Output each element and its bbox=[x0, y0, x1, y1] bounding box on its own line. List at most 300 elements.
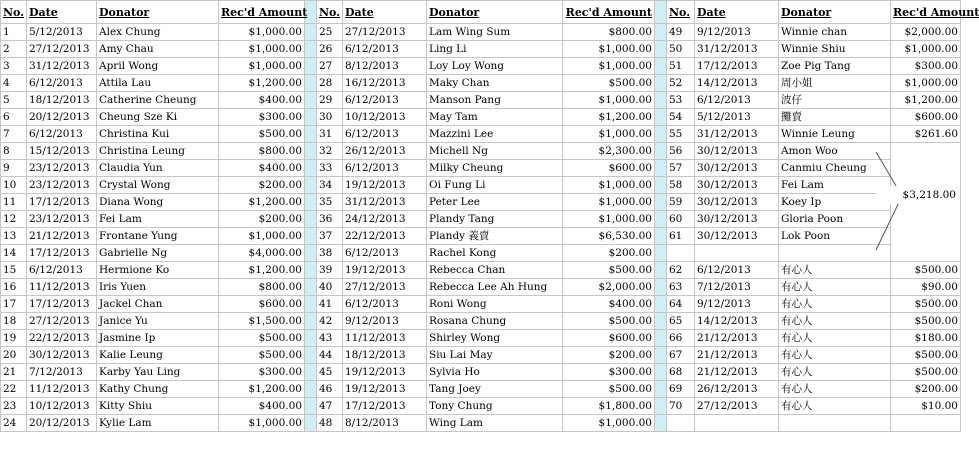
cell-date: 10/12/2013 bbox=[343, 109, 427, 126]
column-gap bbox=[655, 160, 667, 177]
column-gap bbox=[655, 75, 667, 92]
cell-date: 9/12/2013 bbox=[343, 313, 427, 330]
cell-no: 24 bbox=[1, 415, 27, 432]
cell-amount: $1,000.00 bbox=[219, 24, 305, 41]
cell-date: 19/12/2013 bbox=[343, 262, 427, 279]
cell-amount: $600.00 bbox=[563, 330, 655, 347]
cell-donator: Fei Lam bbox=[779, 177, 891, 194]
cell-no bbox=[667, 245, 695, 262]
cell-donator: Christina Kui bbox=[97, 126, 219, 143]
cell-donator: Kalie Leung bbox=[97, 347, 219, 364]
header-donator: Donator bbox=[97, 1, 219, 24]
cell-amount: $180.00 bbox=[891, 330, 961, 347]
cell-donator: 有心人 bbox=[779, 347, 891, 364]
cell-donator: Alex Chung bbox=[97, 24, 219, 41]
column-gap bbox=[655, 245, 667, 262]
column-gap bbox=[305, 296, 317, 313]
column-gap bbox=[305, 347, 317, 364]
cell-donator: Gabrielle Ng bbox=[97, 245, 219, 262]
cell-no: 25 bbox=[317, 24, 343, 41]
cell-date: 27/12/2013 bbox=[27, 41, 97, 58]
cell-date: 31/12/2013 bbox=[343, 194, 427, 211]
cell-donator: 波仔 bbox=[779, 92, 891, 109]
cell-amount: $600.00 bbox=[891, 109, 961, 126]
column-gap bbox=[305, 143, 317, 160]
cell-date: 19/12/2013 bbox=[343, 177, 427, 194]
cell-date: 27/12/2013 bbox=[27, 313, 97, 330]
column-gap bbox=[305, 262, 317, 279]
cell-donator: Wing Lam bbox=[427, 415, 563, 432]
cell-no: 13 bbox=[1, 228, 27, 245]
table-row bbox=[1, 364, 961, 381]
cell-amount: $400.00 bbox=[563, 296, 655, 313]
cell-no: 69 bbox=[667, 381, 695, 398]
cell-no: 48 bbox=[317, 415, 343, 432]
cell-donator: Shirley Wong bbox=[427, 330, 563, 347]
cell-date: 5/12/2013 bbox=[27, 24, 97, 41]
cell-donator: Plandy Tang bbox=[427, 211, 563, 228]
cell-amount: $200.00 bbox=[563, 347, 655, 364]
cell-donator: Claudia Yun bbox=[97, 160, 219, 177]
column-gap bbox=[655, 279, 667, 296]
cell-date: 24/12/2013 bbox=[343, 211, 427, 228]
cell-donator: Kitty Shiu bbox=[97, 398, 219, 415]
cell-no: 64 bbox=[667, 296, 695, 313]
cell-amount: $1,000.00 bbox=[563, 58, 655, 75]
cell-no: 7 bbox=[1, 126, 27, 143]
cell-no: 11 bbox=[1, 194, 27, 211]
column-gap bbox=[305, 126, 317, 143]
cell-amount: $500.00 bbox=[563, 381, 655, 398]
cell-date: 30/12/2013 bbox=[695, 160, 779, 177]
cell-date: 30/12/2013 bbox=[695, 194, 779, 211]
cell-no: 14 bbox=[1, 245, 27, 262]
cell-donator: Peter Lee bbox=[427, 194, 563, 211]
cell-donator: Karby Yau Ling bbox=[97, 364, 219, 381]
cell-donator: Oi Fung Li bbox=[427, 177, 563, 194]
cell-date: 22/12/2013 bbox=[343, 228, 427, 245]
cell-donator: 有心人 bbox=[779, 364, 891, 381]
cell-amount bbox=[891, 228, 961, 245]
column-gap bbox=[655, 364, 667, 381]
table-row bbox=[1, 160, 961, 177]
cell-no: 59 bbox=[667, 194, 695, 211]
column-gap bbox=[305, 415, 317, 432]
cell-amount: $800.00 bbox=[219, 279, 305, 296]
cell-donator: Fei Lam bbox=[97, 211, 219, 228]
column-gap bbox=[655, 126, 667, 143]
cell-donator: Catherine Cheung bbox=[97, 92, 219, 109]
cell-donator: Rosana Chung bbox=[427, 313, 563, 330]
cell-date: 9/12/2013 bbox=[695, 24, 779, 41]
cell-donator: 有心人 bbox=[779, 313, 891, 330]
table-row bbox=[1, 211, 961, 228]
table-row bbox=[1, 75, 961, 92]
cell-no: 49 bbox=[667, 24, 695, 41]
cell-no: 29 bbox=[317, 92, 343, 109]
cell-amount: $500.00 bbox=[219, 347, 305, 364]
cell-no: 21 bbox=[1, 364, 27, 381]
cell-date: 9/12/2013 bbox=[695, 296, 779, 313]
cell-date: 18/12/2013 bbox=[343, 347, 427, 364]
column-gap bbox=[655, 415, 667, 432]
cell-amount: $1,000.00 bbox=[891, 75, 961, 92]
cell-no: 62 bbox=[667, 262, 695, 279]
cell-amount: $600.00 bbox=[219, 296, 305, 313]
cell-no: 67 bbox=[667, 347, 695, 364]
cell-amount: $200.00 bbox=[219, 211, 305, 228]
cell-date: 30/12/2013 bbox=[695, 211, 779, 228]
cell-no: 9 bbox=[1, 160, 27, 177]
cell-donator: 有心人 bbox=[779, 330, 891, 347]
cell-donator: Maky Chan bbox=[427, 75, 563, 92]
header-row bbox=[1, 1, 961, 24]
cell-no: 46 bbox=[317, 381, 343, 398]
cell-date: 18/12/2013 bbox=[27, 92, 97, 109]
cell-date: 16/12/2013 bbox=[343, 75, 427, 92]
cell-donator bbox=[779, 415, 891, 432]
cell-amount: $1,200.00 bbox=[563, 109, 655, 126]
cell-donator: Siu Lai May bbox=[427, 347, 563, 364]
table-row bbox=[1, 24, 961, 41]
cell-donator: Rebecca Chan bbox=[427, 262, 563, 279]
cell-no: 17 bbox=[1, 296, 27, 313]
cell-no: 51 bbox=[667, 58, 695, 75]
cell-date: 27/12/2013 bbox=[343, 24, 427, 41]
cell-amount: $1,000.00 bbox=[563, 92, 655, 109]
table-row bbox=[1, 313, 961, 330]
cell-amount: $200.00 bbox=[891, 381, 961, 398]
column-gap bbox=[655, 177, 667, 194]
column-gap bbox=[305, 381, 317, 398]
cell-date: 14/12/2013 bbox=[695, 75, 779, 92]
header-donator: Donator bbox=[779, 1, 891, 24]
cell-amount: $400.00 bbox=[219, 398, 305, 415]
header-date: Date bbox=[695, 1, 779, 24]
header-date: Date bbox=[27, 1, 97, 24]
table-row bbox=[1, 41, 961, 58]
table-row bbox=[1, 415, 961, 432]
cell-date: 17/12/2013 bbox=[27, 194, 97, 211]
cell-donator: 有心人 bbox=[779, 381, 891, 398]
cell-amount: $1,000.00 bbox=[563, 177, 655, 194]
cell-donator: Koey Ip bbox=[779, 194, 891, 211]
cell-amount: $200.00 bbox=[219, 177, 305, 194]
cell-no: 4 bbox=[1, 75, 27, 92]
cell-amount: $300.00 bbox=[219, 109, 305, 126]
table-row bbox=[1, 109, 961, 126]
column-gap bbox=[655, 92, 667, 109]
cell-amount: $500.00 bbox=[891, 262, 961, 279]
cell-date: 21/12/2013 bbox=[695, 364, 779, 381]
cell-amount bbox=[891, 415, 961, 432]
table-row bbox=[1, 398, 961, 415]
cell-date: 27/12/2013 bbox=[343, 279, 427, 296]
cell-amount: $500.00 bbox=[891, 347, 961, 364]
cell-donator: Cheung Sze Ki bbox=[97, 109, 219, 126]
header-donator: Donator bbox=[427, 1, 563, 24]
cell-no: 60 bbox=[667, 211, 695, 228]
cell-donator: 有心人 bbox=[779, 296, 891, 313]
cell-date: 20/12/2013 bbox=[27, 415, 97, 432]
cell-date: 11/12/2013 bbox=[27, 381, 97, 398]
table-row bbox=[1, 296, 961, 313]
column-gap bbox=[305, 41, 317, 58]
cell-date: 26/12/2013 bbox=[343, 143, 427, 160]
cell-donator: Winnie Leung bbox=[779, 126, 891, 143]
cell-amount: $500.00 bbox=[563, 75, 655, 92]
cell-date: 26/12/2013 bbox=[695, 381, 779, 398]
cell-amount: $1,000.00 bbox=[563, 211, 655, 228]
table-row bbox=[1, 58, 961, 75]
merged-group-amount: $3,218.00 bbox=[876, 186, 956, 204]
cell-no: 19 bbox=[1, 330, 27, 347]
cell-date: 31/12/2013 bbox=[27, 58, 97, 75]
table-row bbox=[1, 279, 961, 296]
column-gap bbox=[655, 58, 667, 75]
cell-date: 7/12/2013 bbox=[27, 364, 97, 381]
cell-no: 36 bbox=[317, 211, 343, 228]
cell-donator: April Wong bbox=[97, 58, 219, 75]
cell-donator: Kathy Chung bbox=[97, 381, 219, 398]
cell-no: 57 bbox=[667, 160, 695, 177]
cell-date: 6/12/2013 bbox=[695, 92, 779, 109]
column-gap bbox=[305, 160, 317, 177]
cell-donator: 有心人 bbox=[779, 398, 891, 415]
cell-date: 30/12/2013 bbox=[695, 228, 779, 245]
table-row bbox=[1, 262, 961, 279]
column-gap bbox=[655, 1, 667, 24]
cell-date: 8/12/2013 bbox=[343, 58, 427, 75]
cell-donator: Hermione Ko bbox=[97, 262, 219, 279]
cell-donator: Ling Li bbox=[427, 41, 563, 58]
cell-amount: $1,000.00 bbox=[219, 58, 305, 75]
cell-amount bbox=[891, 211, 961, 228]
cell-donator: Iris Yuen bbox=[97, 279, 219, 296]
cell-donator: Frontane Yung bbox=[97, 228, 219, 245]
table-row bbox=[1, 92, 961, 109]
cell-no: 10 bbox=[1, 177, 27, 194]
cell-amount: $500.00 bbox=[891, 364, 961, 381]
cell-donator: Canmiu Cheung bbox=[779, 160, 891, 177]
cell-donator: Zoe Pig Tang bbox=[779, 58, 891, 75]
header-no: No. bbox=[667, 1, 695, 24]
cell-date: 20/12/2013 bbox=[27, 109, 97, 126]
column-gap bbox=[655, 143, 667, 160]
cell-amount: $1,200.00 bbox=[219, 381, 305, 398]
cell-amount bbox=[891, 143, 961, 160]
cell-amount: $400.00 bbox=[219, 92, 305, 109]
cell-date: 8/12/2013 bbox=[343, 415, 427, 432]
cell-amount: $500.00 bbox=[891, 313, 961, 330]
cell-amount: $400.00 bbox=[219, 160, 305, 177]
cell-amount: $500.00 bbox=[219, 330, 305, 347]
cell-date: 6/12/2013 bbox=[695, 262, 779, 279]
column-gap bbox=[305, 228, 317, 245]
column-gap bbox=[655, 381, 667, 398]
header-amount: Rec'd Amount bbox=[891, 1, 961, 24]
cell-donator: Sylvia Ho bbox=[427, 364, 563, 381]
column-gap bbox=[305, 194, 317, 211]
cell-donator: Christina Leung bbox=[97, 143, 219, 160]
column-gap bbox=[305, 211, 317, 228]
header-no: No. bbox=[1, 1, 27, 24]
column-gap bbox=[305, 109, 317, 126]
cell-donator: Michell Ng bbox=[427, 143, 563, 160]
cell-no: 65 bbox=[667, 313, 695, 330]
cell-date: 23/12/2013 bbox=[27, 160, 97, 177]
cell-date: 23/12/2013 bbox=[27, 177, 97, 194]
cell-no: 40 bbox=[317, 279, 343, 296]
cell-date: 6/12/2013 bbox=[343, 41, 427, 58]
cell-no: 18 bbox=[1, 313, 27, 330]
table-row bbox=[1, 330, 961, 347]
cell-donator: Amy Chau bbox=[97, 41, 219, 58]
cell-no: 63 bbox=[667, 279, 695, 296]
cell-no: 6 bbox=[1, 109, 27, 126]
table-row bbox=[1, 245, 961, 262]
table-row bbox=[1, 143, 961, 160]
cell-donator: Amon Woo bbox=[779, 143, 891, 160]
cell-no: 41 bbox=[317, 296, 343, 313]
cell-amount: $90.00 bbox=[891, 279, 961, 296]
cell-no: 30 bbox=[317, 109, 343, 126]
cell-date: 31/12/2013 bbox=[695, 126, 779, 143]
cell-donator: Rachel Kong bbox=[427, 245, 563, 262]
cell-no: 55 bbox=[667, 126, 695, 143]
column-gap bbox=[305, 330, 317, 347]
cell-donator: 有心人 bbox=[779, 279, 891, 296]
cell-date: 31/12/2013 bbox=[695, 41, 779, 58]
cell-amount: $2,000.00 bbox=[563, 279, 655, 296]
cell-date: 6/12/2013 bbox=[343, 296, 427, 313]
table-row bbox=[1, 381, 961, 398]
cell-donator: Kylie Lam bbox=[97, 415, 219, 432]
cell-no: 44 bbox=[317, 347, 343, 364]
cell-amount: $500.00 bbox=[563, 262, 655, 279]
cell-no: 39 bbox=[317, 262, 343, 279]
cell-donator: 有心人 bbox=[779, 262, 891, 279]
header-date: Date bbox=[343, 1, 427, 24]
cell-no: 22 bbox=[1, 381, 27, 398]
column-gap bbox=[305, 313, 317, 330]
cell-date: 6/12/2013 bbox=[343, 126, 427, 143]
cell-donator: Lam Wing Sum bbox=[427, 24, 563, 41]
cell-donator: Loy Loy Wong bbox=[427, 58, 563, 75]
cell-date: 17/12/2013 bbox=[27, 245, 97, 262]
cell-amount: $300.00 bbox=[219, 364, 305, 381]
cell-donator: Manson Pang bbox=[427, 92, 563, 109]
cell-no: 50 bbox=[667, 41, 695, 58]
cell-amount: $1,000.00 bbox=[563, 194, 655, 211]
cell-donator: Plandy 義賣 bbox=[427, 228, 563, 245]
table-row bbox=[1, 194, 961, 211]
cell-date: 17/12/2013 bbox=[27, 296, 97, 313]
cell-donator: Mazzini Lee bbox=[427, 126, 563, 143]
cell-no: 43 bbox=[317, 330, 343, 347]
cell-amount: $800.00 bbox=[219, 143, 305, 160]
cell-no: 26 bbox=[317, 41, 343, 58]
cell-donator: Crystal Wong bbox=[97, 177, 219, 194]
column-gap bbox=[305, 75, 317, 92]
cell-amount: $600.00 bbox=[563, 160, 655, 177]
cell-no: 5 bbox=[1, 92, 27, 109]
cell-no: 28 bbox=[317, 75, 343, 92]
cell-donator bbox=[779, 245, 891, 262]
cell-amount: $1,000.00 bbox=[219, 415, 305, 432]
column-gap bbox=[655, 228, 667, 245]
cell-no: 54 bbox=[667, 109, 695, 126]
cell-no: 1 bbox=[1, 24, 27, 41]
cell-date bbox=[695, 415, 779, 432]
cell-date: 6/12/2013 bbox=[27, 262, 97, 279]
cell-amount: $1,000.00 bbox=[563, 126, 655, 143]
cell-no: 58 bbox=[667, 177, 695, 194]
cell-no: 56 bbox=[667, 143, 695, 160]
cell-amount: $1,200.00 bbox=[219, 194, 305, 211]
cell-no: 23 bbox=[1, 398, 27, 415]
cell-amount: $500.00 bbox=[891, 296, 961, 313]
header-amount: Rec'd Amount bbox=[563, 1, 655, 24]
cell-donator: Diana Wong bbox=[97, 194, 219, 211]
cell-donator: Jackel Chan bbox=[97, 296, 219, 313]
column-gap bbox=[655, 296, 667, 313]
cell-date: 14/12/2013 bbox=[695, 313, 779, 330]
header-no: No. bbox=[317, 1, 343, 24]
cell-donator: Rebecca Lee Ah Hung bbox=[427, 279, 563, 296]
cell-no: 8 bbox=[1, 143, 27, 160]
column-gap bbox=[305, 58, 317, 75]
column-gap bbox=[655, 262, 667, 279]
cell-amount: $1,200.00 bbox=[891, 92, 961, 109]
cell-amount: $1,200.00 bbox=[219, 262, 305, 279]
cell-date: 21/12/2013 bbox=[695, 347, 779, 364]
cell-amount: $1,000.00 bbox=[563, 41, 655, 58]
cell-no: 16 bbox=[1, 279, 27, 296]
cell-date: 6/12/2013 bbox=[343, 245, 427, 262]
cell-donator: Milky Cheung bbox=[427, 160, 563, 177]
cell-date: 17/12/2013 bbox=[343, 398, 427, 415]
column-gap bbox=[655, 398, 667, 415]
column-gap bbox=[655, 24, 667, 41]
cell-amount: $261.60 bbox=[891, 126, 961, 143]
cell-date: 19/12/2013 bbox=[343, 364, 427, 381]
cell-date: 30/12/2013 bbox=[27, 347, 97, 364]
cell-no: 53 bbox=[667, 92, 695, 109]
cell-date: 19/12/2013 bbox=[343, 381, 427, 398]
header-amount: Rec'd Amount bbox=[219, 1, 305, 24]
cell-date: 7/12/2013 bbox=[695, 279, 779, 296]
cell-no: 42 bbox=[317, 313, 343, 330]
cell-date: 30/12/2013 bbox=[695, 177, 779, 194]
cell-amount: $4,000.00 bbox=[219, 245, 305, 262]
cell-amount: $500.00 bbox=[219, 126, 305, 143]
cell-no: 70 bbox=[667, 398, 695, 415]
cell-date: 6/12/2013 bbox=[27, 75, 97, 92]
cell-no bbox=[667, 415, 695, 432]
cell-no: 33 bbox=[317, 160, 343, 177]
column-gap bbox=[655, 347, 667, 364]
cell-date: 30/12/2013 bbox=[695, 143, 779, 160]
column-gap bbox=[305, 245, 317, 262]
cell-date: 22/12/2013 bbox=[27, 330, 97, 347]
cell-amount: $1,200.00 bbox=[219, 75, 305, 92]
cell-donator: Jasmine Ip bbox=[97, 330, 219, 347]
cell-no: 15 bbox=[1, 262, 27, 279]
cell-amount: $1,000.00 bbox=[891, 41, 961, 58]
cell-no: 31 bbox=[317, 126, 343, 143]
cell-donator: 攤賣 bbox=[779, 109, 891, 126]
